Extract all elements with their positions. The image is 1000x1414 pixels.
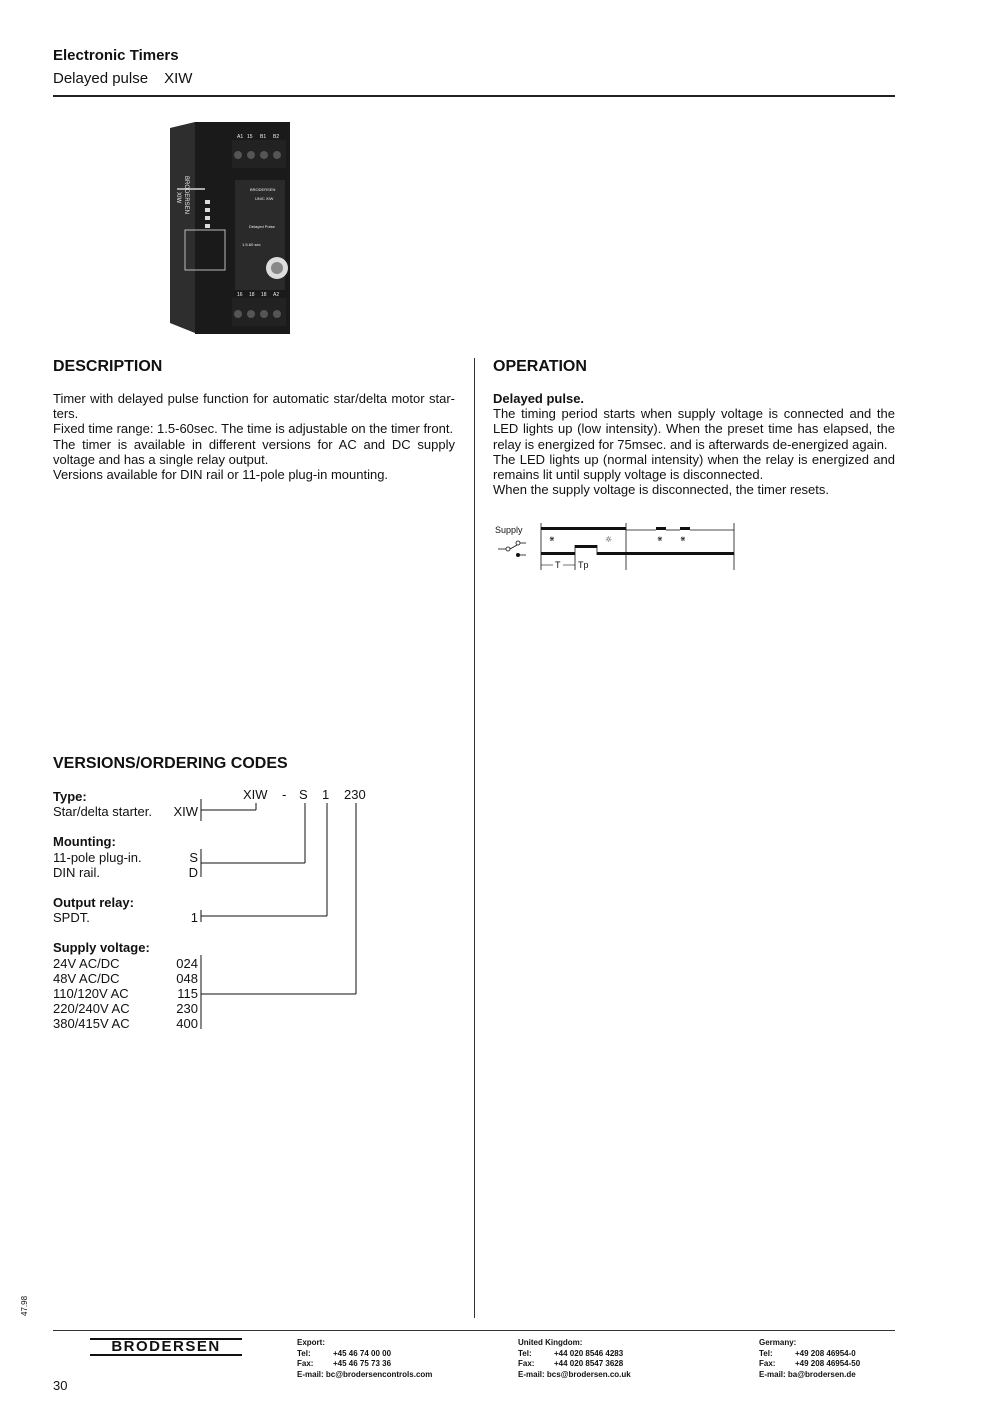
label: Fax: — [297, 1359, 314, 1368]
supply-trace — [541, 527, 734, 530]
product-photo — [165, 118, 295, 338]
operation-heading: OPERATION — [493, 358, 587, 375]
label: E-mail: — [518, 1369, 545, 1379]
photo-terminal-label: A1 — [237, 134, 244, 140]
option-row — [53, 971, 198, 986]
option-code: D — [188, 864, 198, 880]
description-heading: DESCRIPTION — [53, 358, 163, 375]
photo-terminal-label: A2 — [273, 292, 280, 298]
export-tel: +45 46 74 00 00 — [333, 1348, 392, 1358]
code-part-output: 1 — [322, 787, 330, 802]
option-row — [53, 956, 198, 971]
footer-rule — [53, 1330, 895, 1331]
label: Tel: — [297, 1348, 311, 1358]
export-email: bc@brodersencontrols.com — [325, 1369, 433, 1379]
code-part-supply: 230 — [344, 787, 366, 802]
relay-contact-symbol — [498, 541, 526, 557]
germany-tel: +49 208 46954-0 — [795, 1348, 856, 1358]
output-label: Output relay: — [53, 895, 134, 911]
description-line: Fixed time range: 1.5-60sec. The time is adjustable on the timer front. — [53, 421, 454, 437]
label: Fax: — [518, 1359, 535, 1368]
option-name: 48V AC/DC — [53, 970, 120, 986]
label: E-mail: — [759, 1369, 786, 1379]
option-name: 110/120V AC — [53, 986, 129, 1002]
photo-face-function: Delayed Pulse — [249, 224, 275, 229]
relay-trace — [541, 545, 734, 555]
column-divider — [474, 358, 475, 1318]
footer-export — [297, 1338, 432, 1380]
page-number: 30 — [53, 1378, 68, 1393]
subtitle-model: XIW — [164, 70, 193, 87]
description-body — [53, 391, 455, 482]
label: Tel: — [518, 1348, 532, 1358]
ordering-options — [53, 789, 198, 1032]
label: Tel: — [759, 1348, 773, 1358]
operation-line: The LED lights up (normal intensity) when the relay is energized and remains lit until supply voltage is disconnected. — [493, 451, 895, 483]
option-code: 1 — [190, 910, 198, 926]
uk-tel: +44 020 8546 4283 — [554, 1348, 624, 1358]
photo-terminal-label: 18 — [261, 292, 267, 298]
header-rule — [53, 95, 895, 97]
supply-label: Supply voltage: — [53, 940, 150, 956]
option-row — [53, 1016, 198, 1031]
footer-germany — [759, 1338, 860, 1380]
option-name: 380/415V AC — [53, 1016, 130, 1032]
photo-face-model: UNIC XIW — [255, 196, 274, 201]
footer-germany-title: Germany: — [759, 1338, 797, 1347]
operation-body — [493, 391, 895, 497]
timing-diagram — [490, 518, 740, 574]
photo-terminal-label: 15 — [247, 134, 253, 140]
option-name: 24V AC/DC — [53, 955, 120, 971]
diagram-tp-label: Tp — [578, 560, 589, 570]
code-part-type: XIW — [243, 787, 268, 802]
operation-subheading: Delayed pulse. — [493, 391, 585, 406]
photo-face-brand: BRODERSEN — [250, 187, 276, 192]
option-row — [53, 850, 198, 865]
option-name: 220/240V AC — [53, 1001, 130, 1017]
photo-terminal-label: B2 — [273, 134, 280, 140]
footer-uk-title: United Kingdom: — [518, 1338, 583, 1347]
mounting-label: Mounting: — [53, 834, 116, 850]
photo-face-range: 1.5-60 sec — [242, 242, 261, 247]
option-row — [53, 804, 198, 819]
export-fax: +45 46 75 73 36 — [333, 1359, 392, 1368]
footer-uk — [518, 1338, 631, 1380]
description-line: Timer with delayed pulse function for automatic star/delta motor star-ters. — [53, 391, 455, 422]
description-line: Versions available for DIN rail or 11-pole plug-in mounting. — [53, 467, 389, 483]
option-name: SPDT. — [53, 910, 90, 926]
svg-text:⋇: ⋇ — [549, 535, 555, 543]
code-part-mounting: S — [299, 787, 308, 802]
footer-export-title: Export: — [297, 1338, 325, 1347]
versions-heading: VERSIONS/ORDERING CODES — [53, 755, 288, 772]
diagram-t-label: T — [555, 560, 561, 570]
germany-fax: +49 208 46954-50 — [795, 1359, 861, 1368]
side-code: 47.98 — [20, 1295, 29, 1316]
option-code: 048 — [176, 970, 198, 986]
description-line: The timer is available in different versions for AC and DC supply voltage and has a single relay output. — [53, 436, 455, 467]
option-name: 11-pole plug-in. — [53, 849, 142, 865]
label: Fax: — [759, 1359, 776, 1368]
uk-email: bcs@brodersen.co.uk — [546, 1369, 631, 1379]
photo-terminal-label: B1 — [260, 134, 267, 140]
option-code: 115 — [177, 986, 198, 1002]
subtitle-function: Delayed pulse — [53, 70, 149, 87]
option-code: XIW — [173, 804, 198, 820]
photo-terminal-label: 16 — [237, 292, 243, 298]
page-title: Electronic Timers — [53, 47, 179, 64]
photo-model: XIW — [175, 192, 181, 204]
operation-line: The timing period starts when supply voltage is connected and the LED lights up (low intensity). When the preset time has elapsed, the relay is energized for 75msec. and is afterwards de-energized again. — [493, 406, 895, 452]
photo-terminal-label: 18 — [249, 292, 255, 298]
brodersen-logo: BRODERSEN — [90, 1338, 242, 1356]
ordering-connectors — [195, 795, 365, 1035]
svg-text:☼: ☼ — [605, 535, 613, 544]
svg-text:⋇: ⋇ — [657, 535, 663, 543]
option-row — [53, 910, 198, 925]
uk-fax: +44 020 8547 3628 — [554, 1359, 624, 1368]
code-part-dash: - — [282, 787, 287, 802]
germany-email: ba@brodersen.de — [787, 1369, 856, 1379]
option-row — [53, 986, 198, 1001]
svg-text:⋇: ⋇ — [680, 535, 686, 543]
type-label: Type: — [53, 789, 87, 804]
option-row — [53, 1001, 198, 1016]
page-subtitle — [53, 70, 192, 87]
led-indicators — [549, 535, 686, 544]
option-code: 230 — [176, 1001, 198, 1017]
option-name: DIN rail. — [53, 864, 100, 880]
option-row — [53, 865, 198, 880]
diagram-supply-label: Supply — [495, 525, 523, 535]
label: E-mail: — [297, 1369, 324, 1379]
photo-brand: BRODERSEN — [183, 176, 189, 215]
option-code: 024 — [176, 955, 198, 971]
option-code: 400 — [176, 1016, 198, 1032]
option-name: Star/delta starter. — [53, 804, 152, 820]
operation-line: When the supply voltage is disconnected, the timer resets. — [493, 482, 830, 498]
option-code: S — [189, 849, 198, 865]
